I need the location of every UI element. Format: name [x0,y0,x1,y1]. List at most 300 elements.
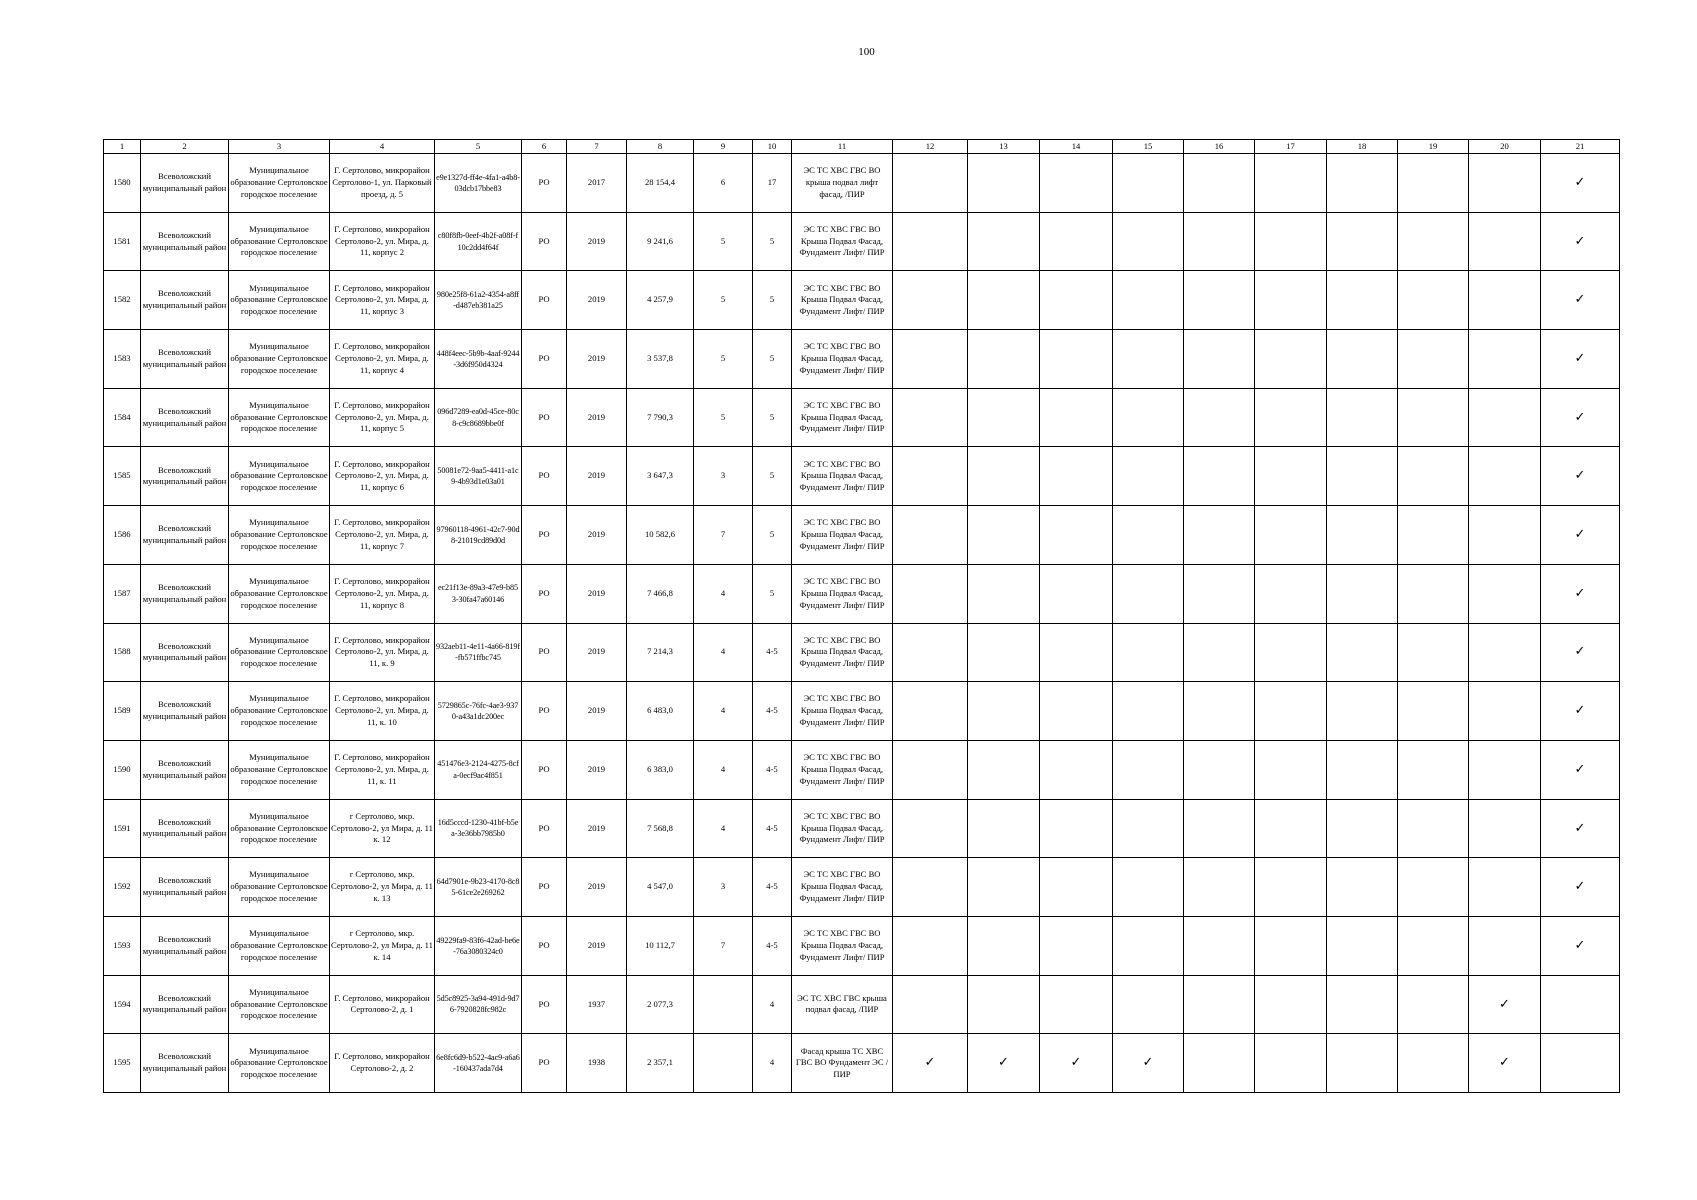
row-number: 1589 [104,682,141,741]
municipality-cell: Муниципальное образование Сертоловское городское поселение [229,799,330,858]
district-cell: Всеволожский муниципальный район [141,623,229,682]
row-number: 1595 [104,1034,141,1093]
area-cell: 10 582,6 [627,506,694,565]
table-row [104,975,1620,1034]
col19-cell [1398,975,1469,1034]
address-cell: г Сертолово, мкр. Сертолово-2, ул Мира, д. 11 к. 12 [330,799,435,858]
col16-cell [1184,858,1255,917]
col20-cell [1469,212,1541,271]
col17-cell [1255,154,1327,213]
column-header-8: 8 [627,140,694,154]
works-cell: ЭС ТС ХВС ГВС ВО Крыша Подвал Фасад, Фундамент Лифт/ ПИР [792,623,893,682]
col14-cell [1040,388,1113,447]
col13-cell [968,388,1040,447]
address-cell: Г. Сертолово, микрорайон Сертолово-2, ул. Мира, д. 11, корпус 4 [330,330,435,389]
row-number: 1592 [104,858,141,917]
guid-cell: 6e8fc6d9-b522-4ac9-a6a6-160437ada7d4 [435,1034,522,1093]
col18-cell [1327,623,1398,682]
col16-cell [1184,1034,1255,1093]
col14-cell [1040,447,1113,506]
col19-cell [1398,330,1469,389]
col10-cell: 5 [753,506,792,565]
col19-cell [1398,388,1469,447]
col14-cell [1040,271,1113,330]
col20-cell [1469,682,1541,741]
guid-cell: 980e25f8-61a2-4354-a8ff-d487eb381a25 [435,271,522,330]
col13-cell [968,154,1040,213]
col15-cell [1113,506,1184,565]
year-cell: 2019 [567,564,627,623]
col19-cell [1398,799,1469,858]
guid-cell: 448f4eec-5b9b-4aaf-9244-3d6f950d4324 [435,330,522,389]
col18-cell [1327,975,1398,1034]
col19-cell [1398,916,1469,975]
row-number: 1593 [104,916,141,975]
area-cell: 7 466,8 [627,564,694,623]
column-header-1: 1 [104,140,141,154]
col21-check-icon: ✓ [1541,740,1620,799]
floors-cell: 7 [694,916,753,975]
col21-check-icon: ✓ [1541,682,1620,741]
col15-cell [1113,154,1184,213]
col19-cell [1398,506,1469,565]
col15-cell [1113,975,1184,1034]
table-row [104,212,1620,271]
col15-cell [1113,330,1184,389]
area-cell: 7 568,8 [627,799,694,858]
year-cell: 2019 [567,858,627,917]
col10-cell: 5 [753,330,792,389]
guid-cell: ec21f13e-89a3-47e9-b853-30fa47a60146 [435,564,522,623]
col21-check-icon: ✓ [1541,623,1620,682]
col16-cell [1184,740,1255,799]
col15-cell [1113,447,1184,506]
floors-cell: 5 [694,330,753,389]
table-row [104,799,1620,858]
col16-cell [1184,154,1255,213]
col12-cell [893,330,968,389]
col13-cell [968,858,1040,917]
col13-cell [968,447,1040,506]
table-row [104,858,1620,917]
col18-cell [1327,154,1398,213]
ownership-form-cell: РО [522,799,567,858]
works-cell: ЭС ТС ХВС ГВС ВО Крыша Подвал Фасад, Фундамент Лифт/ ПИР [792,388,893,447]
col20-cell [1469,799,1541,858]
table-row [104,623,1620,682]
table-row [104,447,1620,506]
municipality-cell: Муниципальное образование Сертоловское городское поселение [229,506,330,565]
col18-cell [1327,388,1398,447]
col18-cell [1327,212,1398,271]
col18-cell [1327,506,1398,565]
col10-cell: 4 [753,1034,792,1093]
col13-cell [968,740,1040,799]
col21-check-icon: ✓ [1541,154,1620,213]
municipality-cell: Муниципальное образование Сертоловское городское поселение [229,330,330,389]
col16-cell [1184,799,1255,858]
col16-cell [1184,564,1255,623]
ownership-form-cell: РО [522,682,567,741]
column-header-17: 17 [1255,140,1327,154]
district-cell: Всеволожский муниципальный район [141,858,229,917]
ownership-form-cell: РО [522,623,567,682]
floors-cell: 4 [694,564,753,623]
col14-cell [1040,564,1113,623]
col21-check-icon: ✓ [1541,799,1620,858]
col10-cell: 4-5 [753,799,792,858]
col15-cell [1113,564,1184,623]
guid-cell: 64d7901e-9b23-4170-8c85-61ce2e269262 [435,858,522,917]
area-cell: 6 483,0 [627,682,694,741]
col13-cell [968,330,1040,389]
column-header-13: 13 [968,140,1040,154]
district-cell: Всеволожский муниципальный район [141,682,229,741]
col20-cell [1469,506,1541,565]
table-row [104,330,1620,389]
col20-check-icon: ✓ [1469,1034,1541,1093]
works-cell: ЭС ТС ХВС ГВС ВО Крыша Подвал Фасад, Фундамент Лифт/ ПИР [792,740,893,799]
guid-cell: 97960118-4961-42c7-90d8-21019cd89d0d [435,506,522,565]
municipality-cell: Муниципальное образование Сертоловское городское поселение [229,1034,330,1093]
district-cell: Всеволожский муниципальный район [141,799,229,858]
table-row [104,154,1620,213]
col20-cell [1469,271,1541,330]
municipality-cell: Муниципальное образование Сертоловское городское поселение [229,682,330,741]
ownership-form-cell: РО [522,740,567,799]
year-cell: 2019 [567,916,627,975]
district-cell: Всеволожский муниципальный район [141,506,229,565]
col21-check-icon: ✓ [1541,447,1620,506]
municipality-cell: Муниципальное образование Сертоловское городское поселение [229,212,330,271]
col14-cell [1040,682,1113,741]
area-cell: 9 241,6 [627,212,694,271]
col15-cell [1113,799,1184,858]
address-cell: Г. Сертолово, микрорайон Сертолово-2, ул. Мира, д. 11, корпус 8 [330,564,435,623]
table-row [104,506,1620,565]
year-cell: 2019 [567,682,627,741]
col21-cell [1541,975,1620,1034]
col12-cell [893,740,968,799]
address-cell: Г. Сертолово, микрорайон Сертолово-2, ул. Мира, д. 11, к. 11 [330,740,435,799]
row-number: 1584 [104,388,141,447]
district-cell: Всеволожский муниципальный район [141,916,229,975]
floors-cell: 4 [694,623,753,682]
col21-check-icon: ✓ [1541,212,1620,271]
column-header-5: 5 [435,140,522,154]
col21-check-icon: ✓ [1541,330,1620,389]
address-cell: Г. Сертолово, микрорайон Сертолово-1, ул. Парковый проезд, д. 5 [330,154,435,213]
area-cell: 3 647,3 [627,447,694,506]
col13-check-icon: ✓ [968,1034,1040,1093]
col12-cell [893,975,968,1034]
floors-cell: 6 [694,154,753,213]
municipality-cell: Муниципальное образование Сертоловское городское поселение [229,916,330,975]
col16-cell [1184,330,1255,389]
col10-cell: 5 [753,447,792,506]
guid-cell: 096d7289-ea0d-45ce-80c8-c9c8689bbe0f [435,388,522,447]
col20-cell [1469,330,1541,389]
year-cell: 2019 [567,388,627,447]
col12-cell [893,212,968,271]
column-header-6: 6 [522,140,567,154]
col18-cell [1327,447,1398,506]
col21-check-icon: ✓ [1541,858,1620,917]
col17-cell [1255,1034,1327,1093]
district-cell: Всеволожский муниципальный район [141,564,229,623]
col12-cell [893,799,968,858]
area-cell: 4 547,0 [627,858,694,917]
table-body [104,154,1620,1093]
col19-cell [1398,682,1469,741]
address-cell: Г. Сертолово, микрорайон Сертолово-2, ул. Мира, д. 11, корпус 5 [330,388,435,447]
col12-cell [893,447,968,506]
col15-cell [1113,388,1184,447]
col16-cell [1184,271,1255,330]
col16-cell [1184,623,1255,682]
area-cell: 6 383,0 [627,740,694,799]
col14-cell [1040,975,1113,1034]
guid-cell: 451476e3-2124-4275-8cfa-0ecf9ac4f851 [435,740,522,799]
col17-cell [1255,388,1327,447]
col15-cell [1113,623,1184,682]
guid-cell: 49229fa9-83f6-42ad-be6e-76a3080324c0 [435,916,522,975]
year-cell: 2019 [567,740,627,799]
row-number: 1587 [104,564,141,623]
column-header-15: 15 [1113,140,1184,154]
col12-cell [893,623,968,682]
table-row [104,740,1620,799]
col21-check-icon: ✓ [1541,271,1620,330]
floors-cell: 4 [694,799,753,858]
col17-cell [1255,858,1327,917]
area-cell: 3 537,8 [627,330,694,389]
col12-cell [893,682,968,741]
works-cell: ЭС ТС ХВС ГВС ВО Крыша Подвал Фасад, Фундамент Лифт/ ПИР [792,271,893,330]
table-row [104,388,1620,447]
capital-repair-table [103,139,1620,1093]
ownership-form-cell: РО [522,388,567,447]
ownership-form-cell: РО [522,975,567,1034]
col17-cell [1255,330,1327,389]
column-header-4: 4 [330,140,435,154]
year-cell: 2019 [567,623,627,682]
works-cell: ЭС ТС ХВС ГВС ВО Крыша Подвал Фасад, Фундамент Лифт/ ПИР [792,682,893,741]
column-header-11: 11 [792,140,893,154]
column-header-12: 12 [893,140,968,154]
column-header-3: 3 [229,140,330,154]
column-header-7: 7 [567,140,627,154]
table-row [104,1034,1620,1093]
municipality-cell: Муниципальное образование Сертоловское городское поселение [229,858,330,917]
row-number: 1594 [104,975,141,1034]
municipality-cell: Муниципальное образование Сертоловское городское поселение [229,447,330,506]
year-cell: 1938 [567,1034,627,1093]
row-number: 1581 [104,212,141,271]
col16-cell [1184,975,1255,1034]
col10-cell: 5 [753,271,792,330]
district-cell: Всеволожский муниципальный район [141,330,229,389]
column-header-14: 14 [1040,140,1113,154]
col13-cell [968,799,1040,858]
col18-cell [1327,682,1398,741]
guid-cell: e9e1327d-ff4e-4fa1-a4b8-03dcb17bbe83 [435,154,522,213]
floors-cell [694,975,753,1034]
col12-cell [893,388,968,447]
column-header-2: 2 [141,140,229,154]
col16-cell [1184,388,1255,447]
col15-cell [1113,212,1184,271]
col10-cell: 4-5 [753,623,792,682]
row-number: 1590 [104,740,141,799]
floors-cell [694,1034,753,1093]
col10-cell: 17 [753,154,792,213]
col21-check-icon: ✓ [1541,916,1620,975]
col20-check-icon: ✓ [1469,975,1541,1034]
column-header-9: 9 [694,140,753,154]
col10-cell: 4-5 [753,858,792,917]
col16-cell [1184,682,1255,741]
col20-cell [1469,623,1541,682]
area-cell: 2 357,1 [627,1034,694,1093]
ownership-form-cell: РО [522,858,567,917]
col13-cell [968,916,1040,975]
col17-cell [1255,623,1327,682]
ownership-form-cell: РО [522,447,567,506]
col19-cell [1398,858,1469,917]
year-cell: 2019 [567,330,627,389]
col19-cell [1398,154,1469,213]
municipality-cell: Муниципальное образование Сертоловское городское поселение [229,388,330,447]
col17-cell [1255,564,1327,623]
col15-cell [1113,916,1184,975]
guid-cell: 5d5c8925-3a94-491d-9d76-7920828fc982c [435,975,522,1034]
floors-cell: 3 [694,447,753,506]
col13-cell [968,623,1040,682]
col10-cell: 4-5 [753,916,792,975]
col14-check-icon: ✓ [1040,1034,1113,1093]
row-number: 1585 [104,447,141,506]
col12-check-icon: ✓ [893,1034,968,1093]
col20-cell [1469,740,1541,799]
col14-cell [1040,916,1113,975]
col21-check-icon: ✓ [1541,388,1620,447]
col14-cell [1040,799,1113,858]
floors-cell: 4 [694,682,753,741]
ownership-form-cell: РО [522,1034,567,1093]
col15-cell [1113,740,1184,799]
district-cell: Всеволожский муниципальный район [141,212,229,271]
col15-cell [1113,682,1184,741]
col14-cell [1040,623,1113,682]
col14-cell [1040,858,1113,917]
area-cell: 10 112,7 [627,916,694,975]
col17-cell [1255,447,1327,506]
address-cell: Г. Сертолово, микрорайон Сертолово-2, ул. Мира, д. 11, корпус 7 [330,506,435,565]
address-cell: Г. Сертолово, микрорайон Сертолово-2, д. 1 [330,975,435,1034]
col12-cell [893,154,968,213]
guid-cell: c80f8fb-0eef-4b2f-a08f-f10c2dd4f64f [435,212,522,271]
col12-cell [893,858,968,917]
year-cell: 2019 [567,271,627,330]
guid-cell: 5729865c-76fc-4ae3-9370-a43a1dc200ec [435,682,522,741]
floors-cell: 5 [694,271,753,330]
col18-cell [1327,740,1398,799]
col14-cell [1040,740,1113,799]
ownership-form-cell: РО [522,271,567,330]
col19-cell [1398,623,1469,682]
district-cell: Всеволожский муниципальный район [141,154,229,213]
page-number: 100 [858,46,875,58]
col16-cell [1184,212,1255,271]
col10-cell: 4-5 [753,682,792,741]
ownership-form-cell: РО [522,564,567,623]
col17-cell [1255,506,1327,565]
ownership-form-cell: РО [522,506,567,565]
col10-cell: 5 [753,212,792,271]
col13-cell [968,682,1040,741]
col12-cell [893,916,968,975]
col10-cell: 5 [753,564,792,623]
col17-cell [1255,682,1327,741]
header-row [104,140,1620,154]
col19-cell [1398,212,1469,271]
row-number: 1582 [104,271,141,330]
district-cell: Всеволожский муниципальный район [141,975,229,1034]
col19-cell [1398,447,1469,506]
row-number: 1580 [104,154,141,213]
col17-cell [1255,916,1327,975]
district-cell: Всеволожский муниципальный район [141,388,229,447]
table-row [104,271,1620,330]
area-cell: 7 790,3 [627,388,694,447]
col21-cell [1541,1034,1620,1093]
col13-cell [968,212,1040,271]
col19-cell [1398,1034,1469,1093]
col12-cell [893,564,968,623]
col13-cell [968,975,1040,1034]
ownership-form-cell: РО [522,916,567,975]
col13-cell [968,564,1040,623]
floors-cell: 3 [694,858,753,917]
address-cell: Г. Сертолово, микрорайон Сертолово-2, ул. Мира, д. 11, корпус 6 [330,447,435,506]
col18-cell [1327,271,1398,330]
row-number: 1586 [104,506,141,565]
works-cell: ЭС ТС ХВС ГВС ВО Крыша Подвал Фасад, Фундамент Лифт/ ПИР [792,799,893,858]
col15-cell [1113,858,1184,917]
table-row [104,682,1620,741]
col17-cell [1255,271,1327,330]
works-cell: ЭС ТС ХВС ГВС ВО Крыша Подвал Фасад, Фундамент Лифт/ ПИР [792,858,893,917]
row-number: 1591 [104,799,141,858]
column-header-18: 18 [1327,140,1398,154]
floors-cell: 5 [694,212,753,271]
col20-cell [1469,154,1541,213]
works-cell: ЭС ТС ХВС ГВС ВО Крыша Подвал Фасад, Фундамент Лифт/ ПИР [792,564,893,623]
col10-cell: 5 [753,388,792,447]
col17-cell [1255,212,1327,271]
col14-cell [1040,154,1113,213]
column-header-16: 16 [1184,140,1255,154]
col17-cell [1255,740,1327,799]
col15-cell [1113,271,1184,330]
floors-cell: 7 [694,506,753,565]
municipality-cell: Муниципальное образование Сертоловское городское поселение [229,564,330,623]
works-cell: ЭС ТС ХВС ГВС крыша подвал фасад, /ПИР [792,975,893,1034]
col18-cell [1327,858,1398,917]
column-header-20: 20 [1469,140,1541,154]
municipality-cell: Муниципальное образование Сертоловское городское поселение [229,154,330,213]
